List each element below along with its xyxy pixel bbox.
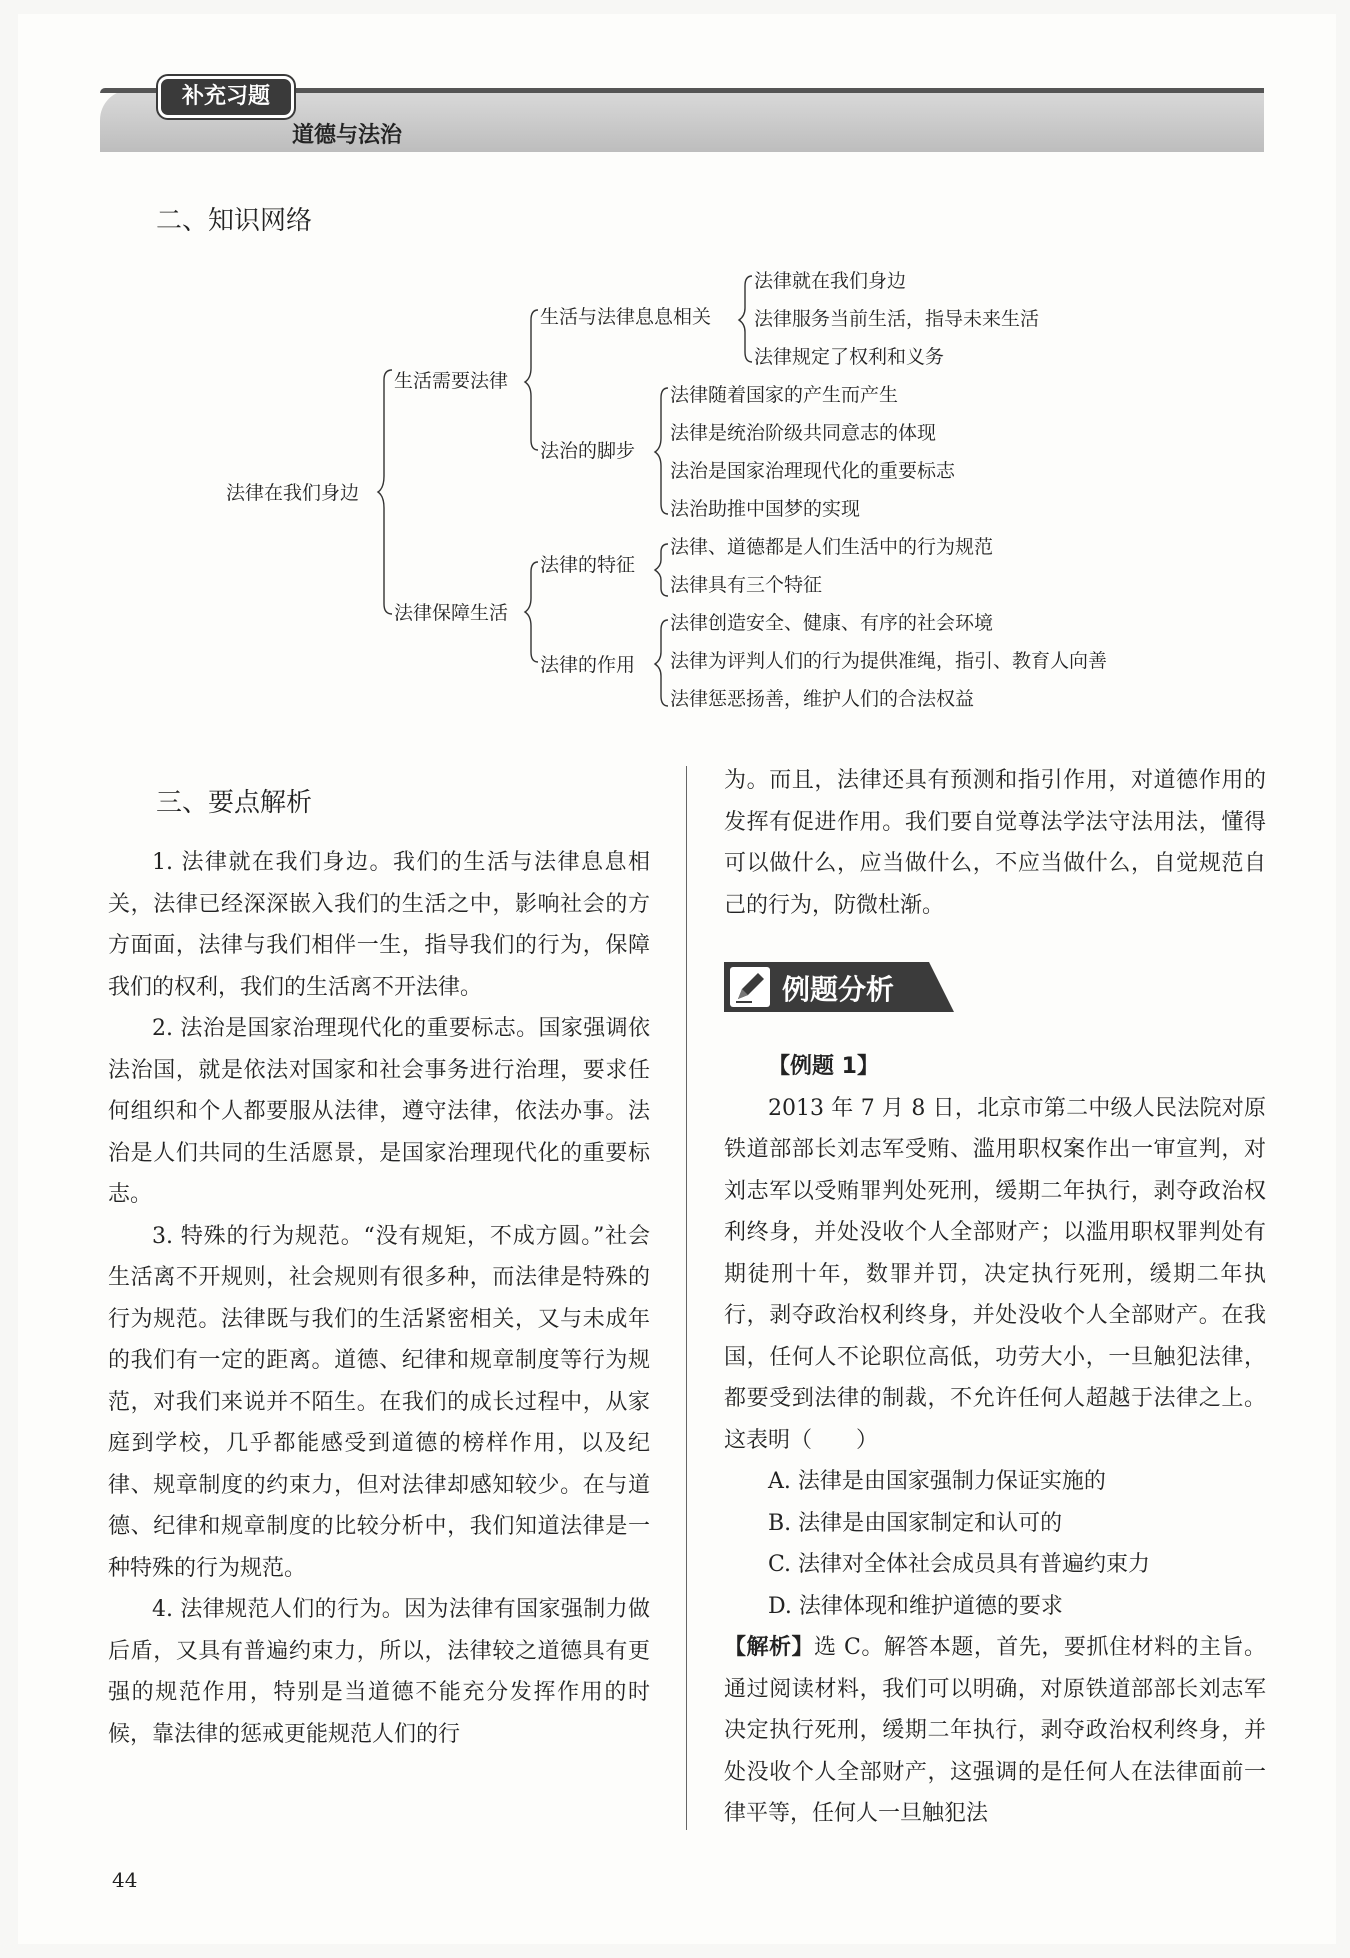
key-point-paragraph: 4. 法律规范人们的行为。因为法律有国家强制力做后盾，又具有普遍约束力，所以，法律较之道德具有更强的规范作用，特别是当道德不能充分发挥作用的时候，靠法律的惩戒更能规范人们的行 (108, 1597, 650, 1747)
header-tag: 补充习题 (158, 76, 294, 118)
key-point-paragraph: 2. 法治是国家治理现代化的重要标志。国家强调依法治国，就是依法对国家和社会事务进行治理，要求任何组织和个人都要服从法律，遵守法律，依法办事。法治是人们共同的生活愿景，是国家治理现代化的重要标志。 (108, 1016, 650, 1207)
section-title-knowledge-network: 二、知识网络 (156, 206, 313, 236)
brace-root (378, 370, 392, 614)
pencil-icon (730, 967, 770, 1007)
right-column-examples (724, 1046, 1266, 1835)
brace-l2-d (655, 620, 668, 706)
tree-root: 法律在我们身边 (226, 482, 360, 504)
tree-l2-node: 法律的特征 (540, 554, 636, 576)
tree-leaf: 法律规定了权利和义务 (754, 346, 945, 368)
tree-leaf: 法律就在我们身边 (754, 270, 907, 292)
left-column (108, 842, 650, 1755)
tree-leaf: 法治助推中国梦的实现 (670, 498, 861, 520)
analysis-text: 选 C。解答本题，首先，要抓住材料的主旨。通过阅读材料，我们可以明确，对原铁道部部长刘志军决定执行死刑，缓期二年执行，剥夺政治权利终身，并处没收个人全部财产，这强调的是任何人在法律面前一律平等，任何人一旦触犯法 (724, 1635, 1266, 1826)
column-divider (686, 766, 687, 1830)
brace-l1-b (525, 562, 538, 662)
tree-leaf: 法律惩恶扬善，维护人们的合法权益 (670, 688, 975, 710)
tree-leaf: 法律是统治阶级共同意志的体现 (670, 422, 937, 444)
tree-l2-node: 法律的作用 (540, 654, 636, 676)
brace-l2-b (655, 388, 668, 514)
tree-l2-node: 法治的脚步 (540, 440, 636, 462)
example-option: D. 法律体现和维护道德的要求 (768, 1593, 1063, 1619)
section-title-key-points: 三、要点解析 (156, 788, 313, 818)
tree-leaf: 法律、道德都是人们生活中的行为规范 (670, 536, 994, 558)
tree-l1-node: 法律保障生活 (394, 602, 509, 624)
brace-l2-a (739, 276, 752, 362)
right-column-top (724, 760, 1266, 926)
example-banner (724, 962, 954, 1012)
example-analysis (724, 1627, 1266, 1835)
key-point-paragraph: 1. 法律就在我们身边。我们的生活与法律息息相关，法律已经深深嵌入我们的生活之中，影响社会的方方面面，法律与我们相伴一生，指导我们的行为，保障我们的权利，我们的生活离不开法律。 (108, 850, 650, 1000)
key-point-continuation: 为。而且，法律还具有预测和指引作用，对道德作用的发挥有促进作用。我们要自觉尊法学法守法用法，懂得可以做什么，应当做什么，不应当做什么，自觉规范自己的行为，防微杜渐。 (724, 768, 1266, 918)
brace-l2-c (655, 544, 668, 596)
key-point-paragraph: 3. 特殊的行为规范。“没有规矩，不成方圆。”社会生活离不开规则，社会规则有很多种，而法律是特殊的行为规范。法律既与我们的生活紧密相关，又与未成年的我们有一定的距离。道德、纪律和规章制度等行为规范，对我们来说并不陌生。在我们的成长过程中，从家庭到学校，几乎都能感受到道德的榜样作用，以及纪律、规章制度的约束力，但对法律却感知较少。在与道德、纪律和规章制度的比较分析中，我们知道法律是一种特殊的行为规范。 (108, 1223, 650, 1581)
example-option: C. 法律对全体社会成员具有普遍约束力 (768, 1552, 1151, 1577)
page-number: 44 (112, 1868, 138, 1892)
tree-leaf: 法律创造安全、健康、有序的社会环境 (670, 612, 994, 634)
example-banner-label: 例题分析 (782, 973, 895, 1006)
analysis-label: 【解析】 (724, 1635, 815, 1660)
tree-leaf: 法律为评判人们的行为提供准绳，指引、教育人向善 (670, 650, 1108, 672)
example-question: 2013 年 7 月 8 日，北京市第二中级人民法院对原铁道部部长刘志军受贿、滥用职权案作出一审宣判，对刘志军以受贿罪判处死刑，缓期二年执行，剥夺政治权利终身，并处没收个人全部财产；以滥用职权罪判处有期徒刑十年，数罪并罚，决定执行死刑，缓期二年执行，剥夺政治权利终身，并处没收个人全部财产。在我国，任何人不论职位高低，功劳大小，一旦触犯法律，都要受到法律的制裁，不允许任何人超越于法律之上。这表明（ ） (724, 1095, 1266, 1453)
tree-l2-node: 生活与法律息息相关 (540, 306, 712, 328)
example-option: B. 法律是由国家制定和认可的 (768, 1510, 1063, 1536)
tree-leaf: 法律具有三个特征 (670, 574, 823, 596)
header-subject: 道德与法治 (292, 123, 403, 148)
tree-leaf: 法律服务当前生活，指导未来生活 (754, 308, 1040, 330)
tree-l1-node: 生活需要法律 (394, 370, 509, 392)
tree-leaf: 法治是国家治理现代化的重要标志 (670, 460, 956, 482)
example-option: A. 法律是由国家强制力保证实施的 (768, 1469, 1106, 1494)
brace-l1-a (525, 310, 538, 450)
tree-leaf: 法律随着国家的产生而产生 (670, 384, 899, 406)
example-label: 【例题 1】 (768, 1054, 879, 1079)
